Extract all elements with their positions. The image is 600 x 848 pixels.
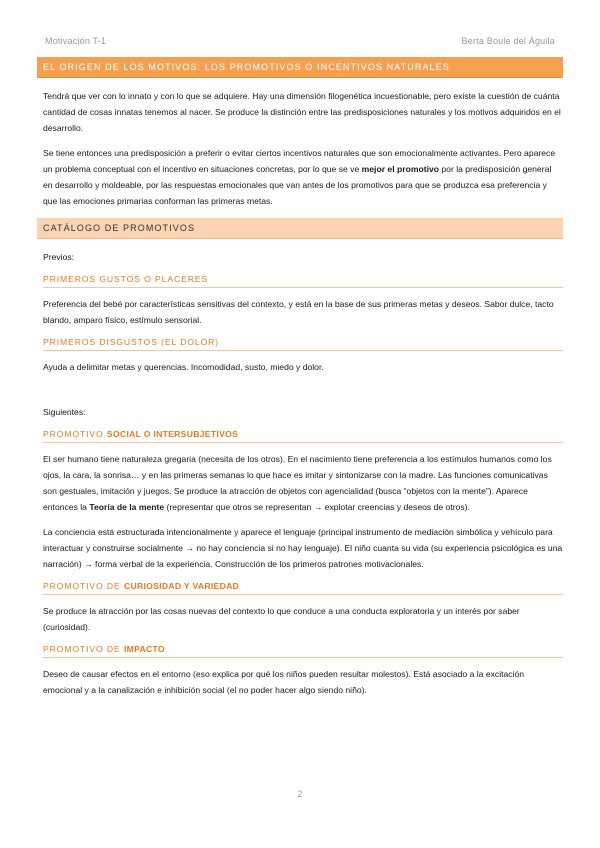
document-content xyxy=(37,57,563,707)
paragraph-curiosidad: Se produce la atracción por las cosas nuevas del contexto lo que conduce a una conducta exploratoria y un interés por saber (curiosidad). xyxy=(43,606,520,632)
paragraph-predisposicion: Se tiene entonces una predisposición a preferir o evitar ciertos incentivos naturales que son emocionalmente activantes. Pero aparece un problema conceptual con el incentivo en situaciones concretas, por lo que se ve mejor el promotivo por la predisposición general en desarrollo y moldeable, por las respuestas emocionales que van antes de los promotivos para que se produzca esa preferencia y que las emociones primarias conforman las primeras metas. xyxy=(43,148,556,206)
header-course-title: Motivación T-1 xyxy=(45,36,107,46)
page-number: 2 xyxy=(297,789,303,799)
spacer xyxy=(37,384,563,404)
bold-teoria-mente: Teoría de la mente xyxy=(89,502,165,512)
section-heading-origen: EL ORIGEN DE LOS MOTIVOS: LOS PROMOTIVOS O INCENTIVOS NATURALES xyxy=(37,57,563,78)
paragraph-social-1: El ser humano tiene naturaleza gregaria (necesita de los otros). En el nacimiento tiene preferencia a los estímulos humanos como los ojos, la cara, la sonrisa… y en las primeras semanas lo que hace es imitar y sintonizarse con la madre. Las funciones comunicativas son gestuales, imitación y juegos. Se produce la atracción de objetos con agencialidad (busca “objetos con la mente”). Aparece entonces la Teoría de la mente (representar que otros se representan → explotar creencias y deseos de otros). xyxy=(43,454,552,512)
label-siguientes: Siguientes: xyxy=(43,407,86,417)
header-author: Berta Boule del Águila xyxy=(461,36,555,46)
page-header xyxy=(45,36,555,50)
paragraph-innato: Tendrá que ver con lo innato y con lo que se adquiere. Hay una dimensión filogenética incuestionable, pero existe la cuestión de cuánta cantidad de cosas innatas tenemos al nacer. Se produce la distinción entre las predisposiciones naturales y los motivos adquiridos en el desarrollo. xyxy=(43,91,561,133)
bold-mejor-promotivo: mejor el promotivo xyxy=(361,164,439,174)
subheading-disgustos: PRIMEROS DISGUSTOS (EL DOLOR) xyxy=(43,337,563,351)
section-heading-catalogo: CATÁLOGO DE PROMOTIVOS xyxy=(37,218,563,239)
subheading-impacto: PROMOTIVO DE IMPACTO xyxy=(43,644,563,658)
paragraph-disgustos: Ayuda a delimitar metas y querencias. Incomodidad, susto, miedo y dolor. xyxy=(43,362,324,372)
paragraph-social-2: La conciencia está estructurada intencionalmente y aparece el lenguaje (principal instrumento de mediación simbólica y vehículo para interactuar y construirse socialmente → no hay conciencia si no hay lenguaje). El niño cuanta su vida (su experiencia psicológica es una narración) → forma verbal de la experiencia. Construcción de los primeros patrones motivacionales. xyxy=(43,527,563,569)
label-previos: Previos: xyxy=(43,252,75,262)
subheading-curiosidad: PROMOTIVO DE CURIOSIDAD Y VARIEDAD xyxy=(43,581,563,595)
paragraph-gustos: Preferencia del bebé por características sensitivas del contexto, y está en la base de sus primeras metas y deseos. Sabor dulce, tacto blando, amparo físico, estímulo sensorial. xyxy=(43,299,554,325)
subheading-gustos: PRIMEROS GUSTOS O PLACERES xyxy=(43,274,563,288)
paragraph-impacto: Deseo de causar efectos en el entorno (eso explica por qué los niños pueden resultar molestos). Está asociado a la excitación emocional y a la canalización e inhibición social (el no poder hacer algo siendo niño). xyxy=(43,669,525,695)
subheading-social: PROMOTIVO SOCIAL O INTERSUBJETIVOS xyxy=(43,429,563,443)
